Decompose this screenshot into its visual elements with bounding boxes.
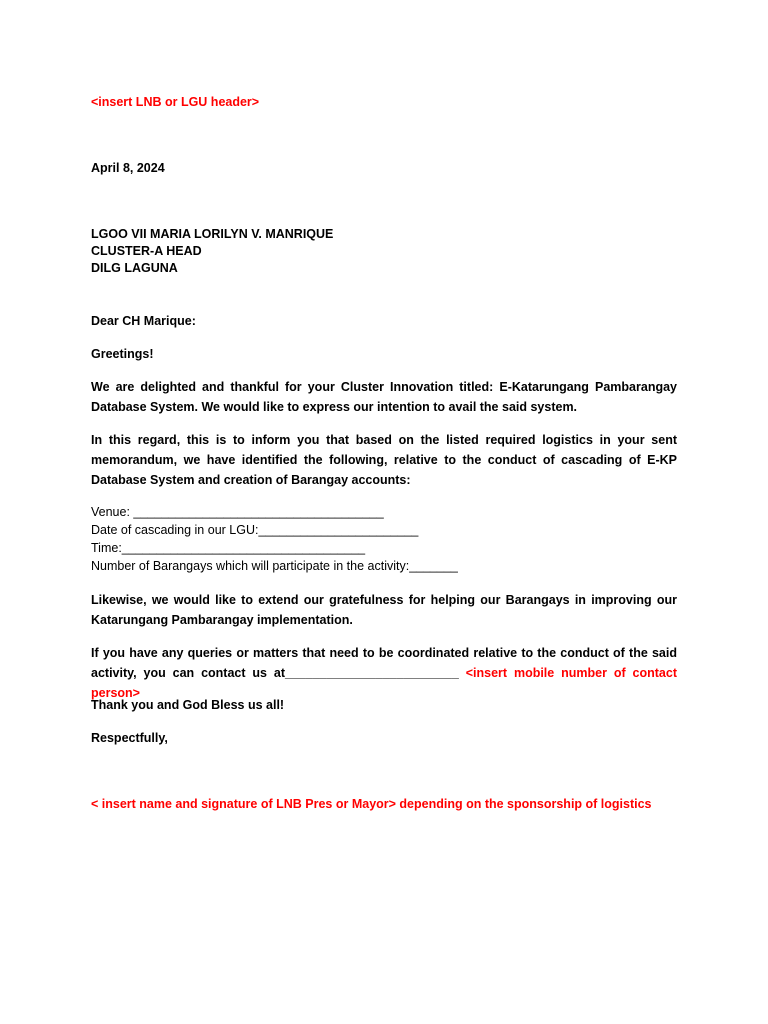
paragraph-logistics: In this regard, this is to inform you that based on the listed required logistics in your sent memorandum, we have identified the following, relative to the conduct of cascading of E-KP Database System and creation of Barangay accounts: [91,433,677,487]
header-placeholder: <insert LNB or LGU header> [91,95,260,109]
recipient-position: CLUSTER-A HEAD [91,244,202,258]
field-date-of-cascading: Date of cascading in our LGU:_______________________ [91,523,419,537]
letter-date: April 8, 2024 [91,161,165,175]
recipient-name: LGOO VII MARIA LORILYN V. MANRIQUE [91,227,334,241]
contact-text: If you have any queries or matters that need to be coordinated relative to the conduct of the said activity, you can contact us at_________________________ [91,646,677,680]
signature-placeholder: < insert name and signature of LNB Pres or Mayor> depending on the sponsorship of logistics [91,797,652,811]
paragraph-intention: We are delighted and thankful for your Cluster Innovation titled: E-Katarungang Pambarangay Database System. We would like to express our intention to avail the said system. [91,380,677,414]
salutation: Dear CH Marique: [91,314,196,328]
contact-placeholder: <insert mobile number of contact person> [91,666,678,700]
closing: Respectfully, [91,731,168,745]
field-barangays: Number of Barangays which will participate in the activity:_______ [91,559,458,573]
paragraph-gratefulness: Likewise, we would like to extend our gratefulness for helping our Barangays in improving our Katarungang Pambarangay implementation. [91,593,677,627]
field-time: Time:___________________________________ [91,541,366,555]
recipient-office: DILG LAGUNA [91,261,178,275]
greeting: Greetings! [91,347,154,361]
closing-thanks: Thank you and God Bless us all! [91,698,285,712]
field-venue: Venue: ____________________________________ [91,505,384,519]
paragraph-contact [91,643,677,703]
